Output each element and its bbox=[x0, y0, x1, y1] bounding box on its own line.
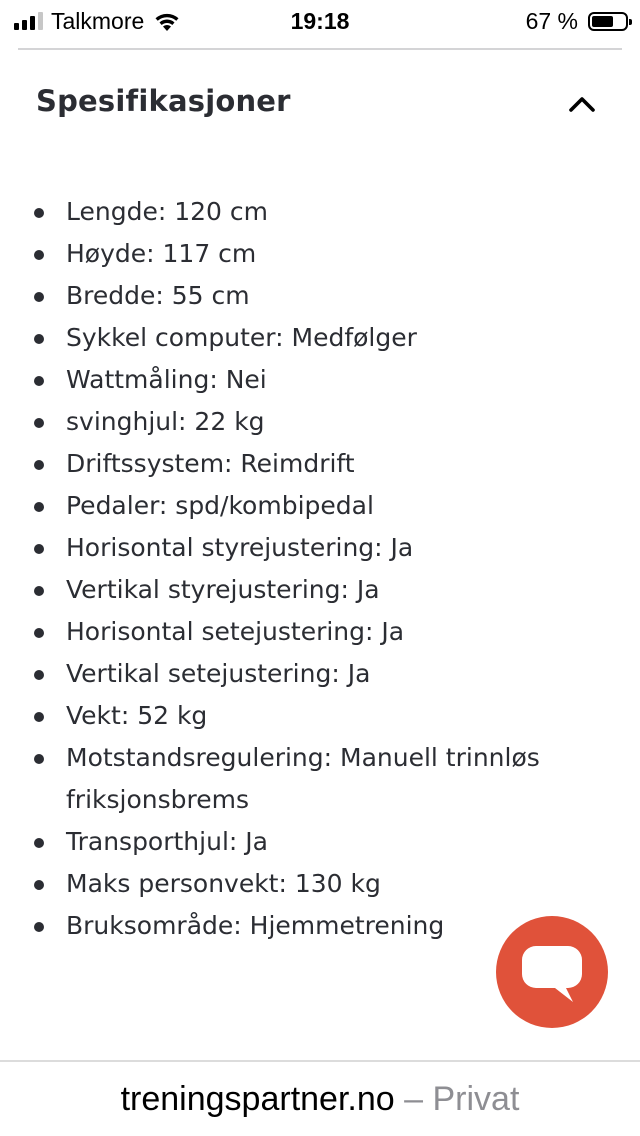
spec-item bbox=[28, 611, 598, 653]
spec-text: Wattmåling: Nei bbox=[66, 365, 267, 394]
spec-text: Horisontal setejustering: Ja bbox=[66, 617, 405, 646]
bullet-icon bbox=[34, 544, 44, 554]
spec-text: Vekt: 52 kg bbox=[66, 701, 208, 730]
spec-text: Sykkel computer: Medfølger bbox=[66, 323, 417, 352]
status-time: 19:18 bbox=[290, 8, 350, 34]
bullet-icon bbox=[34, 754, 44, 764]
bullet-icon bbox=[34, 880, 44, 890]
spec-text: Pedaler: spd/kombipedal bbox=[66, 491, 374, 520]
url-separator: – bbox=[394, 1080, 433, 1118]
battery-percent: 67 % bbox=[525, 7, 578, 34]
spec-item bbox=[28, 653, 598, 695]
spec-item bbox=[28, 233, 598, 275]
battery-icon bbox=[588, 12, 628, 31]
spec-item bbox=[28, 443, 598, 485]
spec-text: Transporthjul: Ja bbox=[66, 827, 268, 856]
chat-button[interactable] bbox=[496, 916, 608, 1028]
url-display[interactable] bbox=[0, 1078, 640, 1120]
bullet-icon bbox=[34, 418, 44, 428]
bullet-icon bbox=[34, 292, 44, 302]
collapse-toggle-button[interactable] bbox=[564, 88, 600, 118]
bullet-icon bbox=[34, 670, 44, 680]
bullet-icon bbox=[34, 250, 44, 260]
bullet-icon bbox=[34, 208, 44, 218]
spec-text: Lengde: 120 cm bbox=[66, 197, 268, 226]
battery-fill bbox=[592, 16, 613, 27]
battery-nub bbox=[629, 19, 632, 25]
url-domain: treningspartner.no bbox=[120, 1080, 395, 1118]
bullet-icon bbox=[34, 922, 44, 932]
status-right bbox=[526, 6, 628, 36]
spec-text: Maks personvekt: 130 kg bbox=[66, 869, 381, 898]
spec-text: Motstandsregulering: Manuell trinnløs friksjonsbrems bbox=[66, 743, 540, 814]
bullet-icon bbox=[34, 502, 44, 512]
spec-item bbox=[28, 863, 598, 905]
spec-text: Bruksområde: Hjemmetrening bbox=[66, 911, 445, 940]
specs-accordion-header[interactable] bbox=[0, 72, 640, 134]
spec-text: Vertikal styrejustering: Ja bbox=[66, 575, 380, 604]
spec-item bbox=[28, 485, 598, 527]
header-divider bbox=[18, 48, 622, 50]
spec-text: Vertikal setejustering: Ja bbox=[66, 659, 371, 688]
spec-item bbox=[28, 317, 598, 359]
spec-item bbox=[28, 695, 598, 737]
spec-item bbox=[28, 191, 598, 233]
chevron-up-icon bbox=[564, 88, 600, 118]
spec-text: Horisontal styrejustering: Ja bbox=[66, 533, 414, 562]
browsing-mode-label: Privat bbox=[432, 1080, 520, 1118]
spec-item bbox=[28, 821, 598, 863]
spec-item bbox=[28, 737, 598, 821]
bullet-icon bbox=[34, 628, 44, 638]
spec-item bbox=[28, 569, 598, 611]
section-title: Spesifikasjoner bbox=[36, 84, 291, 118]
bullet-icon bbox=[34, 586, 44, 596]
spec-item bbox=[28, 401, 598, 443]
spec-item bbox=[28, 275, 598, 317]
spec-text: Høyde: 117 cm bbox=[66, 239, 257, 268]
bullet-icon bbox=[34, 712, 44, 722]
carrier-name: Talkmore bbox=[51, 7, 145, 34]
bullet-icon bbox=[34, 460, 44, 470]
bullet-icon bbox=[34, 838, 44, 848]
status-bar bbox=[0, 0, 640, 42]
bullet-icon bbox=[34, 334, 44, 344]
specs-list bbox=[28, 191, 598, 947]
spec-text: svinghjul: 22 kg bbox=[66, 407, 265, 436]
spec-item bbox=[28, 527, 598, 569]
spec-text: Driftssystem: Reimdrift bbox=[66, 449, 355, 478]
bullet-icon bbox=[34, 376, 44, 386]
chat-bubble-icon bbox=[496, 916, 608, 1028]
spec-item bbox=[28, 359, 598, 401]
spec-text: Bredde: 55 cm bbox=[66, 281, 250, 310]
browser-address-bar[interactable] bbox=[0, 1060, 640, 1136]
